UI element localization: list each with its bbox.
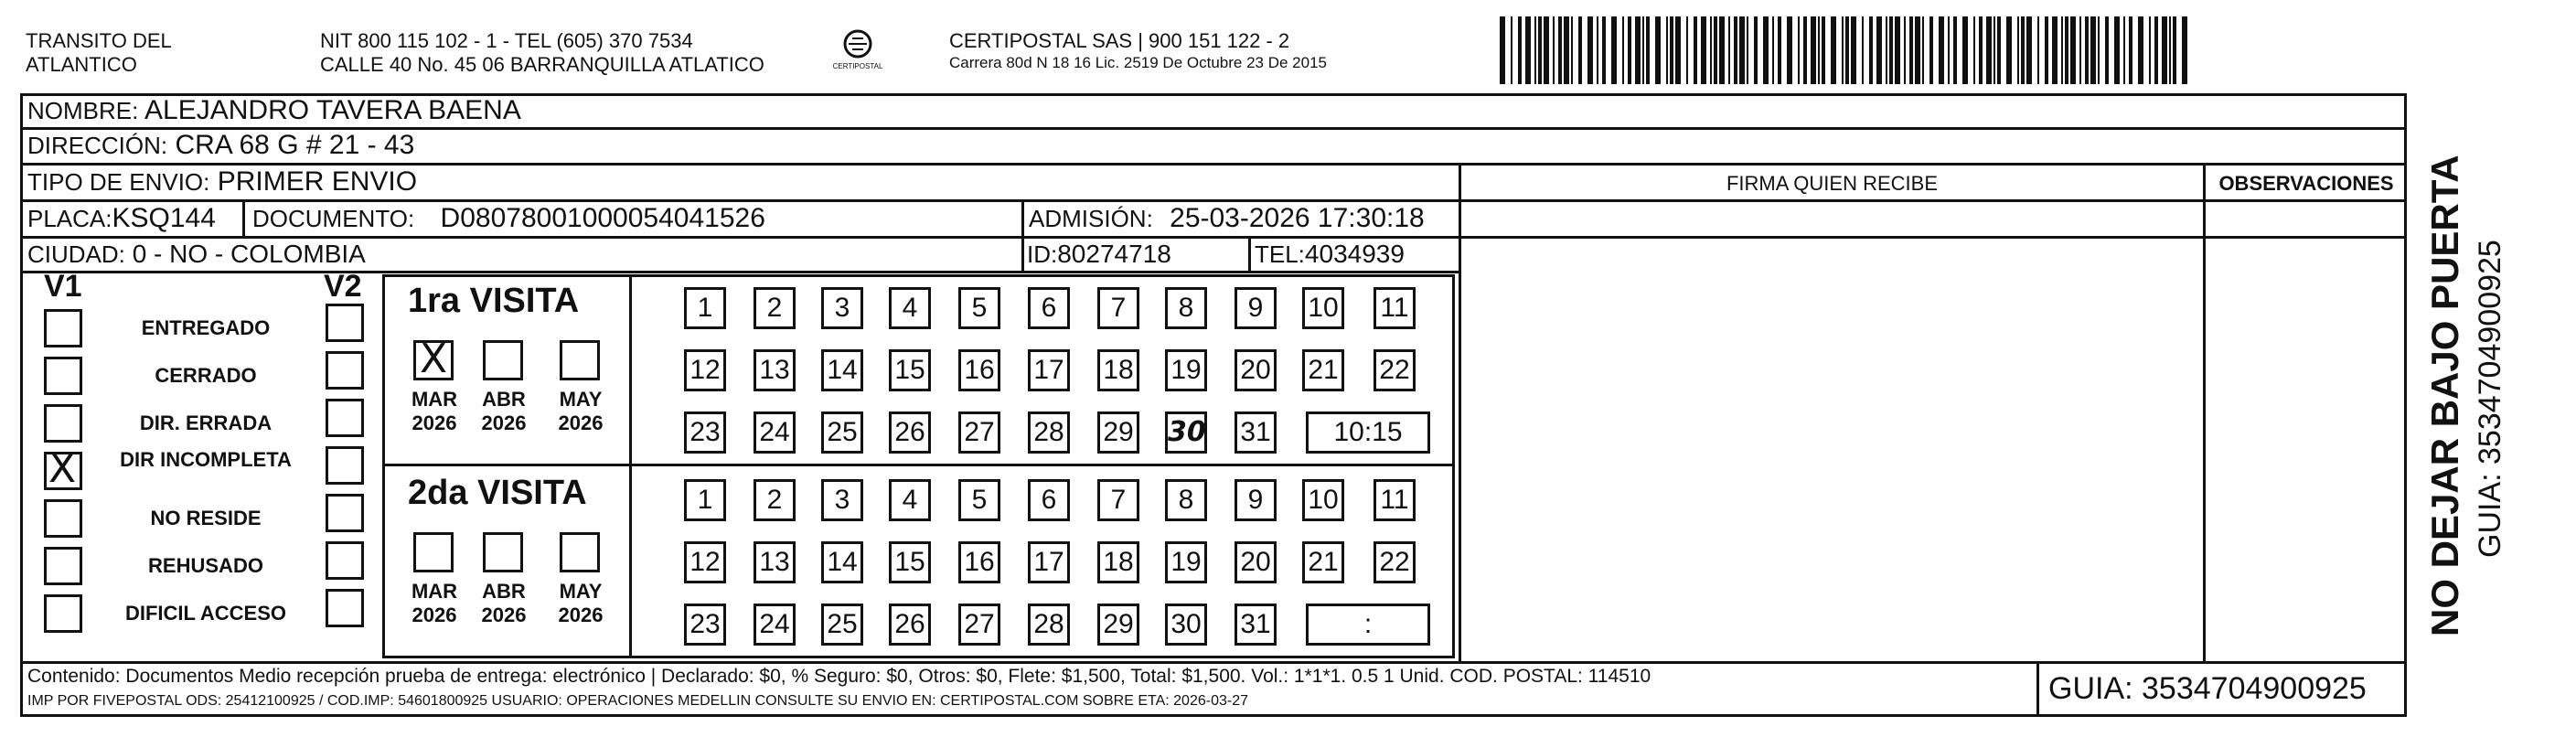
year-label: 2026 [558, 411, 604, 434]
barcode-bar [1666, 16, 1668, 84]
year-label: 2026 [481, 604, 527, 626]
barcode-bar [1851, 16, 1856, 84]
month-checkbox[interactable] [413, 336, 454, 382]
barcode-bar [1714, 16, 1717, 84]
day-box-10[interactable]: 10 [1302, 287, 1344, 329]
day-box-14[interactable]: 14 [821, 349, 863, 391]
barcode-bar [2114, 16, 2120, 84]
day-box-13[interactable]: 13 [754, 349, 796, 391]
barcode-bar [1544, 16, 1549, 84]
barcode [1500, 16, 2195, 84]
day-box-20[interactable]: 20 [1235, 541, 1277, 583]
id-value: 80274718 [1057, 240, 1171, 268]
barcode-bar [2065, 16, 2068, 84]
barcode-bar [1534, 16, 1536, 84]
day-box-5[interactable]: 5 [958, 479, 1000, 521]
day-box-29[interactable]: 29 [1097, 411, 1139, 454]
sender-line-2: ATLANTICO [26, 53, 137, 76]
day-box-4[interactable]: 4 [889, 479, 931, 521]
barcode-bar [2149, 16, 2151, 84]
admission-value: 25-03-2026 17:30:18 [1170, 203, 1425, 233]
name-row [27, 95, 521, 126]
sender-nit: NIT 800 115 102 - 1 - TEL (605) 370 7534 [320, 29, 693, 52]
day-box-21[interactable]: 21 [1302, 541, 1344, 583]
certipostal-logo [832, 26, 883, 77]
admission-label: ADMISIÓN: [1029, 205, 1153, 232]
day-box-26[interactable]: 26 [889, 411, 931, 454]
day-box-18[interactable]: 18 [1097, 541, 1139, 583]
courier-name: CERTIPOSTAL SAS | 900 151 122 - 2 [949, 29, 1290, 52]
barcode-bar [2169, 16, 2171, 84]
day-box-16[interactable]: 16 [958, 541, 1000, 583]
plate-row [27, 203, 216, 234]
v1-checkbox[interactable] [44, 309, 82, 347]
day-box-2[interactable]: 2 [754, 479, 796, 521]
barcode-bar [1558, 16, 1562, 84]
v2-checkbox[interactable] [326, 446, 364, 485]
barcode-bar [2098, 16, 2100, 84]
admission-row [1029, 203, 1425, 234]
barcode-bar [1953, 16, 1957, 84]
shipment-type: PRIMER ENVIO [217, 166, 418, 197]
day-box-17[interactable]: 17 [1028, 541, 1070, 583]
barcode-bar [1876, 16, 1882, 84]
day-box-7[interactable]: 7 [1097, 479, 1139, 521]
day-box-30[interactable]: 30 [1165, 604, 1207, 646]
v1-header: V1 [44, 269, 82, 304]
day-box-28[interactable]: 28 [1028, 411, 1070, 454]
day-box-8[interactable]: 8 [1165, 287, 1207, 329]
day-box-3[interactable]: 3 [821, 479, 863, 521]
id-row [1027, 240, 1171, 269]
day-box-5[interactable]: 5 [958, 287, 1000, 329]
tel-row [1255, 240, 1405, 269]
barcode-bar [1922, 16, 1924, 84]
barcode-bar [1787, 16, 1792, 84]
barcode-bar [1979, 16, 1983, 84]
barcode-bar [1655, 16, 1661, 84]
footer-guia: GUIA: 3534704900925 [2048, 671, 2367, 706]
status-label: ENTREGADO [141, 316, 271, 339]
visit1-title: 1ra VISITA [408, 282, 580, 320]
city-label: CIUDAD: [27, 240, 125, 268]
day-box-6[interactable]: 6 [1028, 287, 1070, 329]
month-checkbox[interactable] [560, 340, 600, 380]
barcode-bar [2138, 16, 2143, 84]
barcode-bar [1973, 16, 1975, 84]
signature-header: FIRMA QUIEN RECIBE [1726, 172, 1939, 195]
month-label: ABR [482, 580, 526, 603]
year-label: 2026 [481, 411, 527, 434]
barcode-bar [1886, 16, 1887, 84]
recipient-address: CRA 68 G # 21 - 43 [175, 130, 415, 160]
barcode-bar [1889, 16, 1893, 84]
barcode-bar [1818, 16, 1820, 84]
visit2-title: 2da VISITA [408, 474, 587, 512]
day-box-15[interactable]: 15 [889, 349, 931, 391]
day-box-31[interactable]: 31 [1235, 411, 1277, 454]
barcode-bar [1701, 16, 1706, 84]
tel-value: 4034939 [1304, 240, 1405, 268]
barcode-bar [1622, 16, 1624, 84]
barcode-bar [1642, 16, 1644, 84]
barcode-bar [1670, 16, 1673, 84]
day-box-27[interactable]: 27 [958, 604, 1000, 646]
day-box-7[interactable]: 7 [1097, 287, 1139, 329]
barcode-bar [1500, 16, 1505, 84]
day-box-18[interactable]: 18 [1097, 349, 1139, 391]
barcode-bar [1772, 16, 1774, 84]
day-box-15[interactable]: 15 [889, 541, 931, 583]
barcode-bar [2026, 16, 2032, 84]
month-checkbox[interactable] [483, 532, 523, 572]
barcode-bar [2129, 16, 2132, 84]
barcode-bar [1719, 16, 1725, 84]
barcode-bar [1895, 16, 1900, 84]
year-label: 2026 [412, 604, 457, 626]
barcode-bar [1831, 16, 1836, 84]
day-box-9[interactable]: 9 [1235, 287, 1277, 329]
day-box-28[interactable]: 28 [1028, 604, 1070, 646]
month-checkbox[interactable] [560, 532, 600, 572]
barcode-bar [1939, 16, 1944, 84]
day-box-11[interactable]: 11 [1374, 287, 1416, 329]
barcode-bar [1686, 16, 1688, 84]
barcode-bar [1694, 16, 1697, 84]
city-row [27, 240, 366, 269]
v1-checkbox[interactable] [44, 404, 82, 443]
sender-name [26, 29, 172, 77]
day-box-23[interactable]: 23 [684, 604, 726, 646]
barcode-bar [2037, 16, 2039, 84]
address-row [27, 130, 414, 161]
barcode-bar [2162, 16, 2167, 84]
barcode-bar [1778, 16, 1781, 84]
barcode-bar [1754, 16, 1758, 84]
v2-checkbox[interactable] [326, 399, 364, 437]
city-value: 0 - NO - COLOMBIA [132, 240, 366, 268]
month-check-mark: X [420, 336, 448, 382]
v1-checkbox[interactable] [44, 547, 82, 585]
name-label: NOMBRE: [27, 97, 139, 124]
day-box-14[interactable]: 14 [821, 541, 863, 583]
barcode-bar [1739, 16, 1745, 84]
side-warning: NO DEJAR BAJO PUERTA [2423, 155, 2466, 636]
month-label: MAY [559, 388, 603, 411]
v1-checkbox[interactable] [44, 357, 82, 395]
barcode-bar [1986, 16, 1992, 84]
barcode-bar [1993, 16, 1995, 84]
barcode-bar [1518, 16, 1522, 84]
barcode-bar [1578, 16, 1582, 84]
day-box-1[interactable]: 1 [684, 287, 726, 329]
document-row [252, 203, 765, 234]
barcode-bar [1602, 16, 1606, 84]
type-row [27, 166, 417, 198]
barcode-bar [1929, 16, 1933, 84]
footer-contents: Contenido: Documentos Medio recepción prueba de entrega: electrónico | Declarado: $0, % Seguro: $0, Otros: $0, Flete: $1,500, Total: $1,500. Vol.: 1*1*1. 0.5 1 Unid. COD. POSTAL: 114510 [27, 666, 1651, 687]
barcode-bar [1675, 16, 1681, 84]
day-box-4[interactable]: 4 [889, 287, 931, 329]
day-box-21[interactable]: 21 [1302, 349, 1344, 391]
barcode-bar [1710, 16, 1712, 84]
year-label: 2026 [412, 411, 457, 434]
barcode-bar [1803, 16, 1807, 84]
sender-details [320, 29, 764, 77]
barcode-bar [1538, 16, 1542, 84]
barcode-bar [1763, 16, 1769, 84]
day-box-8[interactable]: 8 [1165, 479, 1207, 521]
barcode-bar [2070, 16, 2076, 84]
barcode-bar [1553, 16, 1555, 84]
day-box-19[interactable]: 19 [1165, 349, 1207, 391]
address-label: DIRECCIÓN: [27, 132, 168, 159]
barcode-bar [2182, 16, 2187, 84]
day-box-22[interactable]: 22 [1374, 541, 1416, 583]
barcode-bar [1747, 16, 1748, 84]
observations-header: OBSERVACIONES [2218, 172, 2394, 195]
day-box-13[interactable]: 13 [754, 541, 796, 583]
barcode-bar [1734, 16, 1737, 84]
v2-checkbox[interactable] [326, 304, 364, 342]
barcode-bar [1728, 16, 1730, 84]
v1-checkbox[interactable] [44, 594, 82, 633]
barcode-bar [1909, 16, 1913, 84]
barcode-bar [2085, 16, 2089, 84]
status-label: CERRADO [155, 364, 257, 387]
barcode-bar [2052, 16, 2058, 84]
logo-text: CERTIPOSTAL [832, 62, 883, 70]
barcode-bar [2123, 16, 2125, 84]
time-box[interactable]: 10:15 [1306, 411, 1430, 454]
month-label: MAY [559, 580, 603, 603]
tel-label: TEL: [1255, 240, 1305, 268]
day-box-6[interactable]: 6 [1028, 479, 1070, 521]
barcode-bar [1915, 16, 1920, 84]
day-box-29[interactable]: 29 [1097, 604, 1139, 646]
id-label: ID: [1027, 240, 1058, 268]
day-box-26[interactable]: 26 [889, 604, 931, 646]
v1-checkbox[interactable] [44, 499, 82, 538]
barcode-bar [1798, 16, 1800, 84]
barcode-bar [2045, 16, 2048, 84]
barcode-bar [1525, 16, 1531, 84]
barcode-bar [1822, 16, 1825, 84]
month-label: MAR [411, 388, 458, 411]
barcode-bar [2105, 16, 2109, 84]
month-checkbox[interactable] [413, 532, 454, 572]
barcode-bar [1862, 16, 1864, 84]
day-box-24[interactable]: 24 [754, 411, 796, 454]
barcode-bar [2154, 16, 2158, 84]
barcode-bar [2061, 16, 2063, 84]
sender-line-1: TRANSITO DEL [26, 29, 172, 52]
day-box-20[interactable]: 20 [1235, 349, 1277, 391]
v2-checkbox[interactable] [326, 589, 364, 627]
barcode-bar [1646, 16, 1650, 84]
barcode-bar [1845, 16, 1849, 84]
day-box-31[interactable]: 31 [1235, 604, 1277, 646]
day-box-17[interactable]: 17 [1028, 349, 1070, 391]
barcode-bar [2090, 16, 2096, 84]
barcode-bar [1597, 16, 1598, 84]
barcode-bar [1635, 16, 1641, 84]
v2-checkbox[interactable] [326, 541, 364, 580]
month-label: ABR [482, 388, 526, 411]
type-label: TIPO DE ENVIO: [27, 168, 210, 196]
side-guia: GUIA: 3534704900925 [2473, 240, 2507, 558]
day-box-22[interactable]: 22 [1374, 349, 1416, 391]
year-label: 2026 [558, 604, 604, 626]
day-box-25[interactable]: 25 [821, 604, 863, 646]
v1-checkbox[interactable] [44, 445, 82, 492]
barcode-bar [2006, 16, 2012, 84]
barcode-bar [2017, 16, 2019, 84]
barcode-bar [2079, 16, 2081, 84]
footer-print-info: IMP POR FIVEPOSTAL ODS: 25412100925 / COD.IMP: 54601800925 USUARIO: OPERACIONES MEDELLIN CONSULTE SU ENVIO EN: CERTIPOSTAL.COM SOBRE ETA: 2026-03-27 [27, 693, 1248, 709]
barcode-bar [1571, 16, 1573, 84]
day-box-24[interactable]: 24 [754, 604, 796, 646]
month-checkbox[interactable] [483, 340, 523, 380]
month-label: MAR [411, 580, 458, 603]
barcode-bar [1842, 16, 1844, 84]
status-label: DIR. ERRADA [139, 411, 273, 434]
day-box-12[interactable]: 12 [684, 349, 726, 391]
barcode-bar [1564, 16, 1569, 84]
barcode-bar [1962, 16, 1968, 84]
v1-check-mark: X [48, 445, 77, 492]
barcode-bar [1628, 16, 1631, 84]
barcode-bar [1511, 16, 1512, 84]
day-box-12[interactable]: 12 [684, 541, 726, 583]
v2-header: V2 [324, 269, 362, 304]
recipient-name: ALEJANDRO TAVERA BAENA [144, 95, 521, 125]
day-box-16[interactable]: 16 [958, 349, 1000, 391]
barcode-bar [1811, 16, 1816, 84]
barcode-bar [2173, 16, 2176, 84]
status-label: NO RESIDE [150, 507, 262, 529]
day-box-9[interactable]: 9 [1235, 479, 1277, 521]
plate-value: KSQ144 [112, 203, 216, 233]
document-value: D08078001000054041526 [440, 203, 765, 233]
day-box-11[interactable]: 11 [1374, 479, 1416, 521]
v2-checkbox[interactable] [326, 351, 364, 390]
barcode-bar [1948, 16, 1950, 84]
barcode-bar [1611, 16, 1617, 84]
status-label: REHUSADO [148, 554, 263, 577]
document-label: DOCUMENTO: [252, 205, 415, 232]
courier-license: Carrera 80d N 18 16 Lic. 2519 De Octubre 23 De 2015 [949, 54, 1327, 71]
day-box-23[interactable]: 23 [684, 411, 726, 454]
day-box-2[interactable]: 2 [754, 287, 796, 329]
barcode-bar [1997, 16, 2001, 84]
day-box-25[interactable]: 25 [821, 411, 863, 454]
barcode-bar [2021, 16, 2025, 84]
status-label: DIR INCOMPLETA [120, 448, 292, 471]
courier-details [949, 29, 1327, 73]
v2-checkbox[interactable] [326, 494, 364, 532]
barcode-bar [1904, 16, 1906, 84]
status-label: DIFICIL ACCESO [124, 602, 286, 625]
day-box-19[interactable]: 19 [1165, 541, 1207, 583]
day-box-27[interactable]: 27 [958, 411, 1000, 454]
barcode-bar [1869, 16, 1873, 84]
time-box[interactable]: : [1306, 604, 1430, 646]
day-box-30[interactable]: 30 [1165, 411, 1207, 454]
day-box-3[interactable]: 3 [821, 287, 863, 329]
day-box-1[interactable]: 1 [684, 479, 726, 521]
day-box-10[interactable]: 10 [1302, 479, 1344, 521]
barcode-bar [1587, 16, 1593, 84]
sender-address: CALLE 40 No. 45 06 BARRANQUILLA ATLATICO [320, 53, 764, 76]
plate-label: PLACA: [27, 205, 112, 232]
